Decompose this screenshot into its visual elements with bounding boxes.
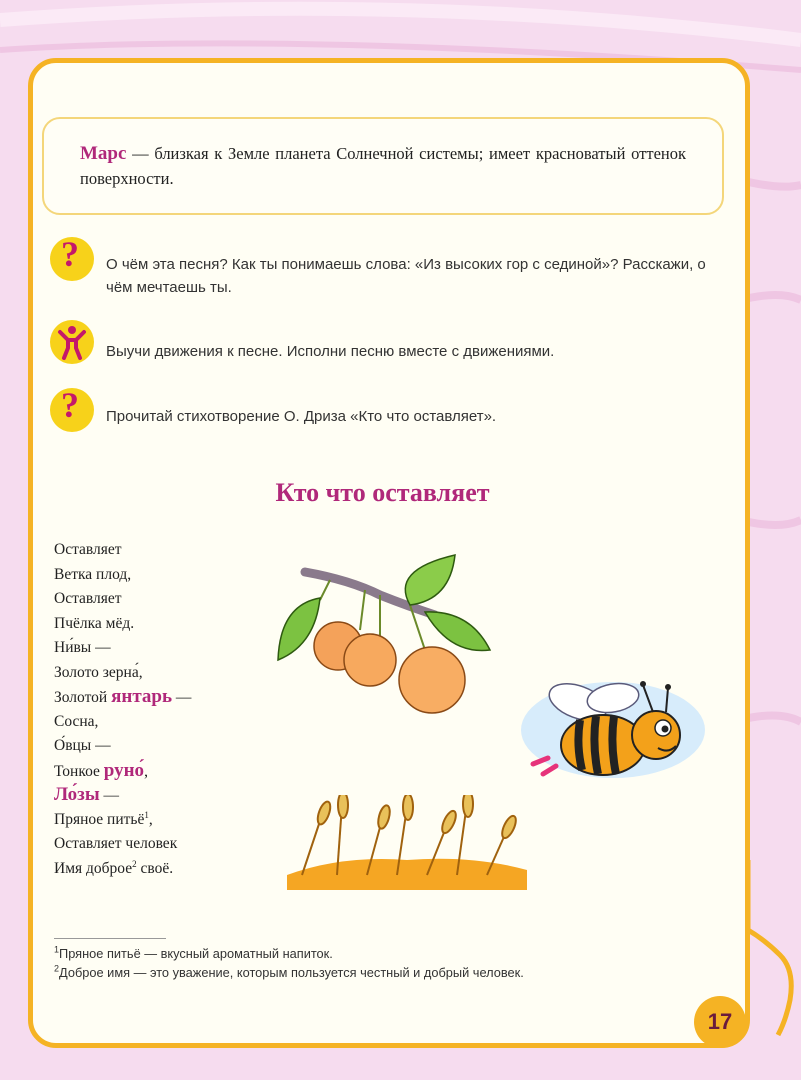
poem-line: Оставляет (54, 541, 122, 558)
footnote-divider (54, 938, 166, 939)
poem-line: Имя доброе$^2$ своё. (54, 858, 174, 877)
poem-line: Ветка плод, (54, 565, 132, 583)
footnotes (54, 944, 694, 982)
poem-text (54, 538, 274, 881)
poem-line: Золотой янтарь — (54, 686, 192, 707)
poem-line: О́вцы — (54, 737, 111, 754)
branch-with-apricots-illustration (270, 550, 500, 715)
footnote: $^1$Пряное питьё — вкусный ароматный напиток. (54, 944, 333, 961)
poem-line: Ло́зы — (54, 784, 120, 805)
poem-line: Ни́вы — (54, 639, 111, 656)
definition-box (42, 117, 724, 215)
highlighted-word: руно́ (103, 759, 145, 781)
footnote-marker: 2 (132, 858, 137, 869)
highlighted-word: янтарь (111, 686, 172, 707)
dancing-person-icon (50, 320, 94, 364)
task-text: О чём эта песня? Как ты понимаешь слова: «Из высоких гор с сединой»? Расскажи, о чём мечтаешь ты. (106, 256, 706, 296)
poem-line: Пчёлка мёд. (54, 614, 135, 632)
question-icon: ? (50, 237, 94, 281)
poem-line: Пряное питьё$^1$, (54, 809, 153, 828)
task-text: Прочитай стихотворение О. Дриза «Кто что оставляет». (106, 408, 497, 425)
poem-title: Кто что оставляет (275, 478, 490, 507)
footnote-marker: 1 (144, 809, 149, 820)
highlighted-word: Ло́зы (54, 784, 100, 805)
footnote: $^2$Доброе имя — это уважение, которым пользуется честный и добрый человек. (54, 963, 524, 980)
page-number: 17 (694, 996, 746, 1048)
poem-line: Сосна, (54, 712, 99, 730)
definition-term: Марс (80, 143, 127, 164)
bee-illustration (518, 670, 708, 785)
poem-line: Оставляет человек (54, 835, 178, 852)
poem-line: Золото зерна́, (54, 663, 143, 681)
definition-text: — близкая к Земле планета Солнечной системы; имеет красноватый оттенок поверхности. (80, 144, 686, 188)
wheat-field-illustration (282, 795, 532, 890)
task-text: Выучи движения к песне. Исполни песню вместе с движениями. (106, 343, 555, 360)
question-icon: ? (50, 388, 94, 432)
poem-line: Тонкое руно́, (54, 759, 148, 781)
poem-line: Оставляет (54, 590, 122, 607)
